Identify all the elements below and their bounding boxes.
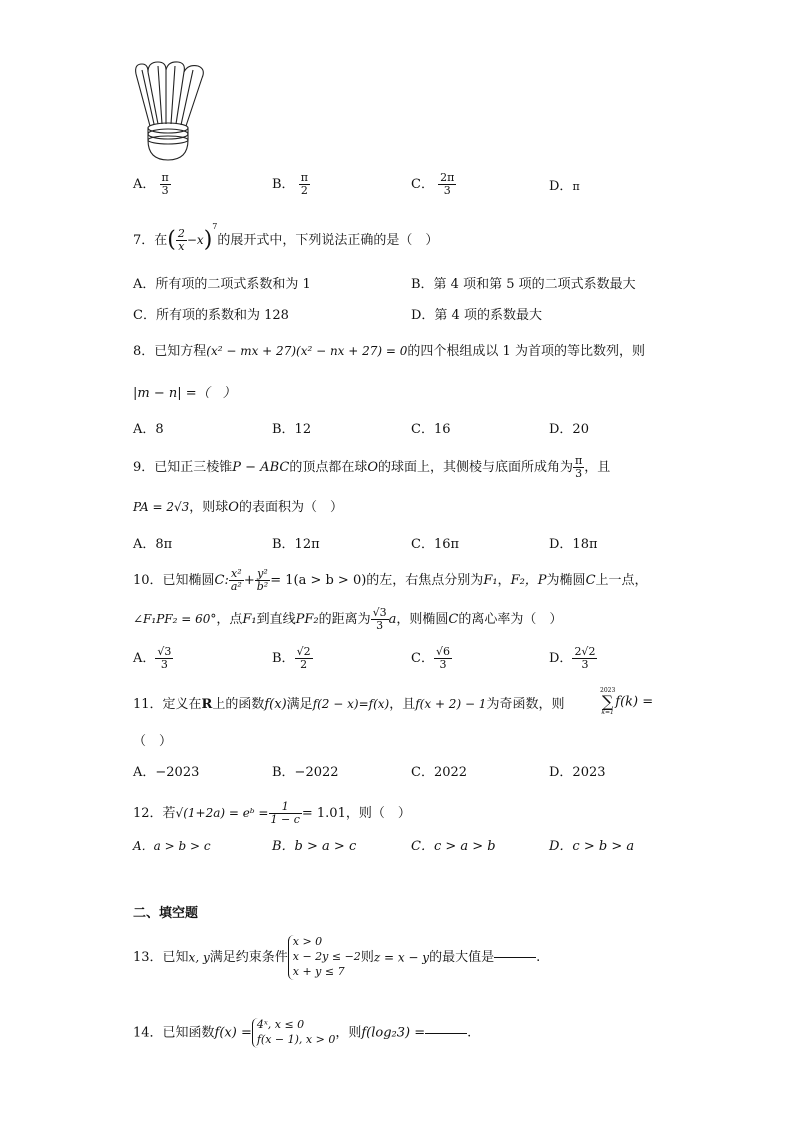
answer-blank[interactable] (425, 1032, 467, 1034)
sum-term: f(k) = (615, 694, 654, 710)
frac-num: π (161, 171, 169, 184)
q8-option-b: B．12 (272, 422, 312, 437)
q9-stem-line1 (133, 455, 610, 480)
ellipse-c: C: (214, 573, 229, 589)
q8-pre: 8．已知方程 (133, 344, 207, 359)
frac-num: 1 (269, 801, 302, 814)
sphere-o: O (228, 500, 239, 515)
q12-option-c: C．c > a > b (411, 839, 496, 854)
q9-post2: ，则球 (189, 500, 229, 515)
sigma-symbol: ∑ (601, 692, 614, 711)
q12-pre: 12．若 (133, 806, 176, 822)
fraction (255, 568, 270, 593)
q11-option-d: D．2023 (549, 765, 606, 780)
section-title: 二、填空题 (133, 906, 199, 921)
q10-line2-f: ，则椭圆 (396, 612, 449, 628)
piece-2: f(x − 1), x > 0 (256, 1032, 336, 1046)
odd-function-eq: f(x + 2) − 1 (415, 697, 487, 711)
fraction (295, 646, 313, 671)
sphere-o: O (367, 460, 379, 476)
q11-stem-line2: （ ） (133, 734, 173, 749)
q12-post: = 1.01，则（ ） (301, 806, 411, 822)
q8-option-d: D．20 (549, 422, 589, 437)
plus-sign: + (243, 573, 255, 589)
q12-option-d: D．c > b > a (549, 839, 635, 854)
q8-stem-line2: |m − n| =（ ） (133, 386, 236, 401)
fraction (371, 607, 389, 632)
frac-num: x² (229, 568, 244, 581)
answer-blank[interactable] (494, 956, 536, 958)
line-pf2: PF₂ (295, 612, 319, 628)
frac-den: 3 (575, 467, 583, 481)
q10-end: 上一点， (595, 573, 648, 589)
q6-option-d (549, 180, 580, 193)
q7-post: 的展开式中，下列说法正确的是（ ） (217, 233, 439, 249)
q11-mid4: 为奇函数，则 (486, 697, 565, 712)
q10-option-c (411, 646, 452, 671)
option-letter: D． (549, 651, 573, 667)
option-letter: D． (549, 179, 573, 194)
q13-post: 的最大值是 (429, 949, 495, 965)
q14-query: f(log₂3) = (361, 1025, 426, 1041)
frac-den: 2 (300, 184, 308, 198)
focus-f2: F₂ (510, 573, 525, 589)
q7-option-b: B．第 4 项和第 5 项的二项式系数最大 (411, 277, 636, 292)
q10-option-d (549, 646, 597, 671)
q11-option-b: B．−2022 (272, 765, 339, 780)
q7-pre: 7．在 (133, 233, 168, 249)
focus-f1: F₁ (483, 573, 498, 589)
frac-num: √3 (157, 645, 172, 658)
focus-f1: F₁ (242, 612, 257, 628)
q12-stem (133, 801, 411, 826)
frac-den: 3 (161, 184, 169, 198)
frac-num: y² (255, 568, 270, 581)
frac-num: 2 (177, 227, 185, 240)
q10-line2-d: 的距离为 (318, 612, 371, 628)
fraction (229, 568, 244, 593)
q7-option-a: A．所有项的二项式系数和为 1 (133, 277, 311, 292)
sum-upper: 2023 (600, 687, 616, 694)
frac-num: 2π (440, 171, 455, 184)
q8-option-c: C．16 (411, 422, 451, 437)
q13-mid2: 则 (360, 949, 374, 965)
frac-den: 3 (160, 658, 168, 672)
fraction (438, 172, 456, 197)
sum-lower: k=1 (601, 709, 614, 716)
real-set: R (201, 697, 213, 712)
ellipse-c: C (585, 573, 596, 589)
q9-mid: 的顶点都在球 (289, 460, 368, 476)
pyramid-name: P − ABC (232, 460, 290, 476)
q9-option-c: C．16π (411, 537, 460, 552)
comma: ， (497, 573, 511, 589)
frac-num: π (300, 171, 308, 184)
q7-option-c: C．所有项的系数和为 128 (133, 308, 289, 323)
q9-option-b: B．12π (272, 537, 320, 552)
frac-den: 3 (439, 658, 447, 672)
fraction (269, 801, 302, 826)
q10-option-b (272, 646, 313, 671)
frac-num: π (575, 454, 583, 467)
option-letter: C． (411, 177, 434, 193)
piecewise-system (252, 1018, 335, 1048)
frac-num: √3 (372, 606, 387, 619)
q7-binomial: ( (167, 227, 176, 253)
frac-den: x (178, 240, 185, 254)
fraction (299, 172, 310, 197)
q11-pre: 11．定义在 (133, 697, 202, 712)
q10-line2-end: 的离心率为（ ） (458, 612, 563, 628)
sigma-block (600, 688, 615, 716)
shuttlecock-figure (128, 60, 214, 164)
frac-num: √2 (296, 645, 311, 658)
q9-end2: 的表面积为（ ） (238, 500, 343, 515)
q10-stem-line1 (133, 568, 648, 593)
frac-num: √6 (435, 645, 450, 658)
frac-den: 2 (300, 658, 308, 672)
pa-equation: PA = 2√3 (133, 500, 190, 514)
q7-option-d: D．第 4 项的系数最大 (411, 308, 542, 323)
q12-option-a: A．a > b > c (133, 839, 211, 853)
constraint-system (288, 935, 361, 980)
q10-pre: 10．已知椭圆 (133, 573, 215, 589)
frac-den: 1 − c (270, 813, 300, 827)
frac-den: 3 (581, 658, 589, 672)
q11-mid: 上的函数 (212, 697, 265, 712)
option-letter: A． (133, 651, 156, 667)
fraction (434, 646, 452, 671)
option-letter: A． (133, 177, 156, 193)
q6-option-b (272, 172, 310, 197)
q14-end: . (467, 1025, 472, 1041)
q10-mid: = 1(a > b > 0)的左，右焦点分别为 (270, 573, 484, 589)
q14-stem (133, 1018, 471, 1048)
constraint-2: x − 2y ≤ −2 (292, 949, 361, 963)
q11-option-c: C．2022 (411, 765, 468, 780)
q10-option-a (133, 646, 173, 671)
q8-stem-line1 (133, 345, 645, 358)
symmetry-eq: f(2 − x)=f(x) (312, 697, 390, 711)
objective-z: z = x − y (373, 950, 430, 965)
q13-pre: 13．已知 (133, 949, 189, 965)
frac-num: 2√2 (574, 645, 596, 658)
q11-mid3: ，且 (389, 697, 416, 712)
constraint-1: x > 0 (292, 935, 323, 948)
vars-xy: x, y (188, 950, 210, 965)
q9-option-a: A．8π (133, 537, 173, 552)
q6-option-c (411, 172, 456, 197)
q8-post: 的四个根组成以 1 为首项的等比数列，则 (407, 344, 645, 359)
q8-equation: (x² − mx + 27)(x² − nx + 27) = 0 (206, 344, 408, 358)
q12-equation: √(1+2a) = eᵇ = (175, 806, 269, 821)
fraction (573, 455, 584, 480)
q7-stem (133, 221, 439, 254)
q11-option-a: A．−2023 (133, 765, 200, 780)
q13-mid: 满足约束条件 (209, 949, 288, 965)
q10-stem-line2 (133, 607, 562, 632)
q13-end: . (536, 949, 541, 965)
q12-option-b: B．b > a > c (272, 839, 357, 854)
fraction (176, 228, 187, 253)
fraction (160, 172, 171, 197)
q9-option-d: D．18π (549, 537, 598, 552)
q8-option-a: A．8 (133, 422, 164, 437)
ellipse-c: C (448, 612, 459, 628)
frac-den: a² (230, 580, 242, 594)
fraction (155, 646, 173, 671)
fraction (572, 646, 597, 671)
q9-stem-line2 (133, 501, 343, 514)
point-p: ，P (524, 573, 547, 589)
function-fx: f(x) (264, 697, 287, 712)
exponent: 7 (212, 221, 218, 231)
q14-mid: ，则 (335, 1025, 362, 1041)
piece-1: 4ˣ, x ≤ 0 (256, 1018, 305, 1031)
constraint-3: x + y ≤ 7 (292, 964, 345, 978)
option-letter: B． (272, 651, 295, 667)
q11-stem-line1 (133, 698, 564, 711)
summation (600, 688, 653, 716)
frac-den: 3 (443, 184, 451, 198)
option-letter: B． (272, 177, 295, 193)
function-fx: f(x) = (214, 1025, 252, 1041)
q6-option-a (133, 172, 171, 197)
frac-den: b² (256, 580, 269, 594)
q9-pre: 9．已知正三棱锥 (133, 460, 233, 476)
q13-stem (133, 935, 540, 980)
q14-pre: 14．已知函数 (133, 1025, 215, 1041)
q10-line2-c: 到直线 (256, 612, 296, 628)
option-letter: C． (411, 651, 434, 667)
option-text: π (572, 180, 580, 193)
angle-eq: ∠F₁PF₂ = 60° (133, 612, 217, 627)
q10-line2-b: ，点 (216, 612, 243, 628)
q9-post: 的球面上，其侧棱与底面所成角为 (378, 460, 574, 476)
var-a: a (388, 612, 397, 628)
frac-den: 3 (376, 619, 384, 633)
q10-post: 为椭圆 (546, 573, 586, 589)
minus-x: −x (186, 233, 204, 248)
paren-close: ) (203, 227, 213, 253)
q9-end: ，且 (584, 460, 611, 476)
q11-mid2: 满足 (286, 697, 313, 712)
